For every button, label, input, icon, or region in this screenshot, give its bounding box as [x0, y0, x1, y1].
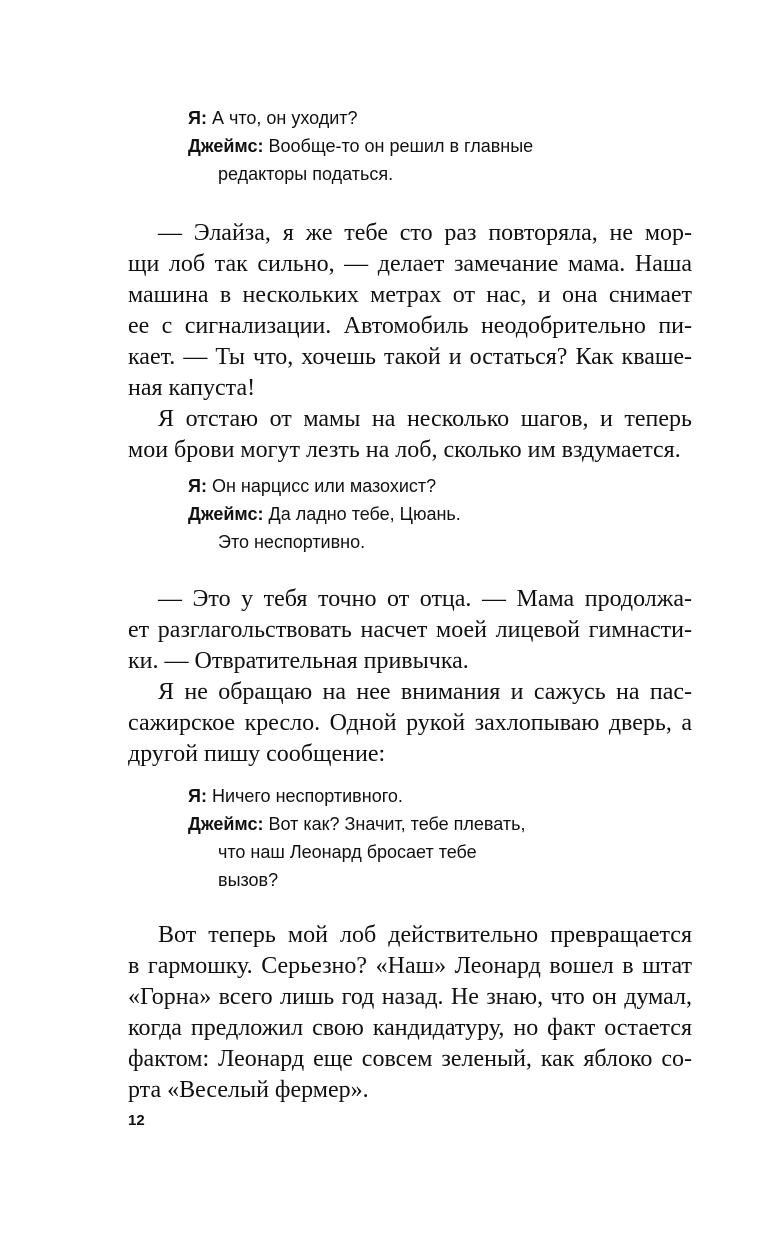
text-line: сажирское кресло. Одной рукой захлопываю дверь, а — [128, 710, 692, 736]
chat-message: Вообще-то он решил в главные — [263, 136, 534, 156]
chat-speaker: Джеймс: — [188, 504, 264, 524]
chat-block-1 — [188, 104, 658, 188]
text-line: Я не обращаю на нее внимания и сажусь на пас- — [158, 679, 692, 705]
text-line: Я отстаю от мамы на несколько шагов, и теперь — [158, 406, 692, 432]
chat-line — [188, 782, 658, 810]
text-line: ки. — Отвратительная привычка. — [128, 648, 469, 674]
prose-block-1 — [128, 218, 692, 466]
prose-block-3 — [128, 920, 692, 1106]
text-line: рта «Веселый фермер». — [128, 1077, 369, 1103]
chat-speaker: Я: — [188, 786, 207, 806]
chat-message-continuation: вызов? — [218, 870, 279, 890]
text-line: кает. — Ты что, хочешь такой и остаться? Как кваше- — [128, 344, 692, 370]
paragraph — [128, 920, 692, 1106]
chat-message: Ничего неспортивного. — [206, 786, 403, 806]
chat-speaker: Я: — [188, 476, 207, 496]
chat-block-2 — [188, 472, 658, 556]
chat-speaker: Джеймс: — [188, 814, 264, 834]
chat-speaker: Я: — [188, 108, 207, 128]
chat-message: А что, он уходит? — [206, 108, 358, 128]
text-line: — Элайза, я же тебе сто раз повторяла, не мор- — [158, 220, 692, 246]
text-line: Вот теперь мой лоб действительно превращается — [158, 922, 692, 948]
text-line: ная капуста! — [128, 375, 256, 401]
chat-message: Он нарцисс или мазохист? — [206, 476, 437, 496]
chat-block-3 — [188, 782, 658, 894]
paragraph — [128, 677, 692, 770]
chat-line — [188, 500, 658, 528]
chat-message-continuation: редакторы податься. — [218, 164, 394, 184]
text-line: ее с сигнализации. Автомобиль неодобрительно пи- — [128, 313, 692, 339]
chat-line — [188, 810, 658, 838]
chat-line — [188, 472, 658, 500]
paragraph — [128, 404, 692, 466]
text-line: «Горна» всего лишь год назад. Не знаю, что он думал, — [128, 984, 692, 1010]
prose-block-2 — [128, 584, 692, 770]
chat-message-continuation: Это неспортивно. — [218, 532, 366, 552]
chat-line — [188, 132, 658, 160]
text-line: другой пишу сообщение: — [128, 741, 386, 767]
text-line: фактом: Леонард еще совсем зеленый, как яблоко со- — [128, 1046, 692, 1072]
text-line: ет разглагольствовать насчет моей лицевой гимнасти- — [128, 617, 692, 643]
text-line: в гармошку. Серьезно? «Наш» Леонард вошел в штат — [128, 953, 692, 979]
text-line: когда предложил свою кандидатуру, но факт остается — [128, 1015, 692, 1041]
chat-line — [188, 104, 658, 132]
chat-message: Вот как? Значит, тебе плевать, — [263, 814, 526, 834]
text-line: — Это у тебя точно от отца. — Мама продолжа- — [158, 586, 692, 612]
paragraph — [128, 218, 692, 404]
text-line: машина в нескольких метрах от нас, и она снимает — [128, 282, 692, 308]
paragraph — [128, 584, 692, 677]
text-line: мои брови могут лезть на лоб, сколько им вздумается. — [128, 437, 681, 463]
chat-message-continuation: что наш Леонард бросает тебе — [218, 842, 477, 862]
text-line: щи лоб так сильно, — делает замечание мама. Наша — [128, 251, 692, 277]
chat-speaker: Джеймс: — [188, 136, 264, 156]
page-number: 12 — [128, 1112, 145, 1129]
chat-message: Да ладно тебе, Цюань. — [263, 504, 461, 524]
